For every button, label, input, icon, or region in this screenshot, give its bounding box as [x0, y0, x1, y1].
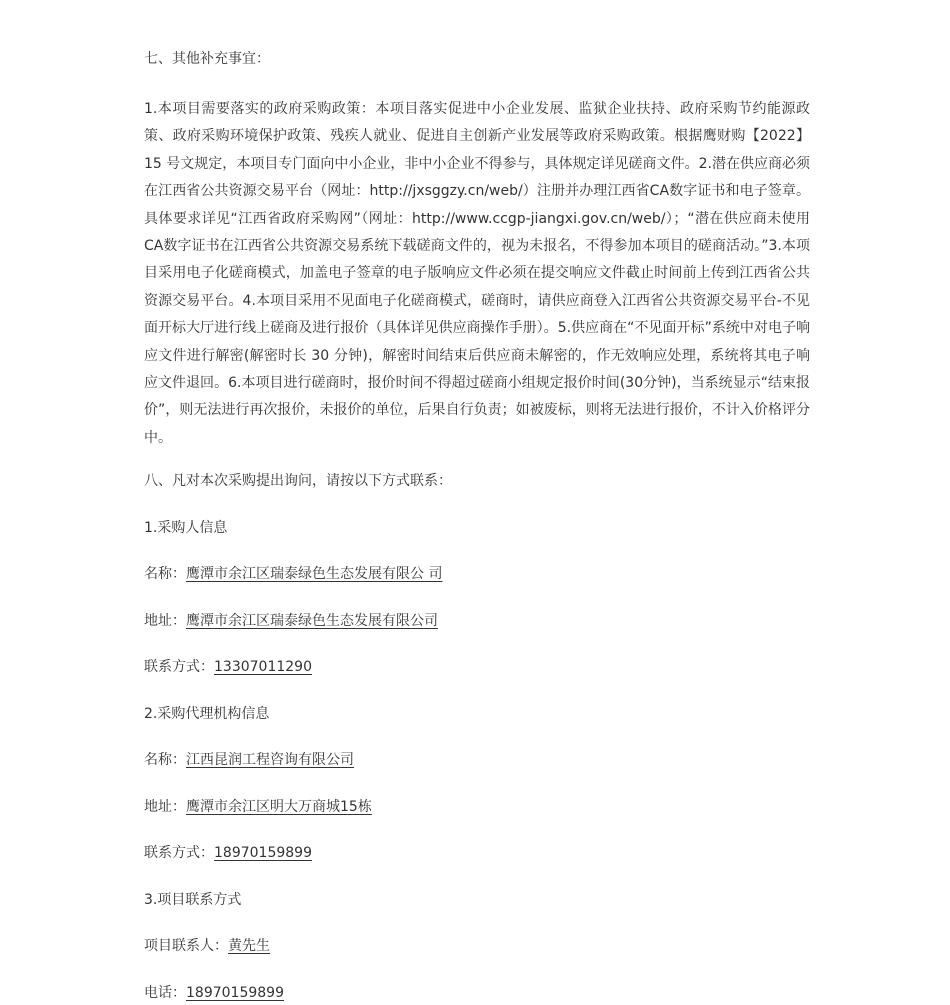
- project-phone-row: [144, 981, 810, 1005]
- purchaser-contact-label: 联系方式：: [144, 659, 214, 676]
- project-person-value: 黄先生: [228, 938, 270, 955]
- agency-address-label: 地址：: [144, 798, 186, 815]
- purchaser-contact-row: [144, 655, 810, 679]
- purchaser-contact-value: 13307011290: [214, 659, 312, 676]
- agency-contact-value: 18970159899: [214, 845, 312, 862]
- project-phone-value: 18970159899: [186, 984, 284, 1001]
- agency-address-value: 鹰潭市余江区明大万商城15栋: [186, 798, 372, 815]
- agency-contact-label: 联系方式：: [144, 845, 214, 862]
- purchaser-name-label: 名称：: [144, 566, 186, 583]
- purchaser-address-label: 地址：: [144, 612, 186, 629]
- purchaser-name-row: [144, 562, 810, 586]
- agency-address-row: [144, 795, 810, 819]
- agency-name-label: 名称：: [144, 752, 186, 769]
- agency-name-value: 江西昆润工程咨询有限公司: [186, 752, 354, 769]
- project-phone-label: 电话：: [144, 984, 186, 1001]
- agency-name-row: [144, 748, 810, 772]
- purchaser-info-title: 1.采购人信息: [144, 519, 228, 536]
- section-8-heading: 八、凡对本次采购提出询问，请按以下方式联系：: [144, 473, 452, 490]
- project-person-label: 项目联系人：: [144, 938, 228, 955]
- purchaser-name-value: 鹰潭市余江区瑞泰绿色生态发展有限公 司: [186, 566, 443, 583]
- section-7-heading: 七、其他补充事宜：: [144, 51, 270, 67]
- project-contact-title: 3.项目联系方式: [144, 891, 242, 908]
- announcement-content: [144, 47, 810, 1005]
- section-7-body: 1.本项目需要落实的政府采购政策：本项目落实促进中小企业发展、监狱企业扶持、政府采购节约能源政策、政府采购环境保护政策、残疾人就业、促进自主创新产业发展等政府采购政策。根据鹰财购【2022】15 号文规定，本项目专门面向中小企业，非中小企业不得参与，具体规定详见磋商文件。2.潜在供应商必须在江西省公共资源交易平台（网址：http://jxsggzy.cn/web/）注册并办理江西省CA数字证书和电子签章。具体要求详见“江西省政府采购网”（网址：http://www.ccgp-jiangxi.gov.cn/web/）；“潜在供应商未使用CA数字证书在江西省公共资源交易系统下载磋商文件的，视为未报名，不得参加本项目的磋商活动。”3.本项目采用电子化磋商模式，加盖电子签章的电子版响应文件必须在提交响应文件截止时间前上传到江西省公共资源交易平台。4.本项目采用不见面电子化磋商模式，磋商时，请供应商登入江西省公共资源交易平台-不见面开标大厅进行线上磋商及进行报价（具体详见供应商操作手册）。5.供应商在“不见面开标”系统中对电子响应文件进行解密(解密时长 30 分钟)，解密时间结束后供应商未解密的，作无效响应处理，系统将其电子响应文件退回。6.本项目进行磋商时，报价时间不得超过磋商小组规定报价时间(30分钟)，当系统显示“结束报价”，则无法进行再次报价，未报价的单位，后果自行负责；如被废标，则将无法进行报价，不计入价格评分中。: [144, 101, 810, 446]
- purchaser-address-row: [144, 609, 810, 633]
- agency-info-title: 2.采购代理机构信息: [144, 705, 270, 722]
- purchaser-address-value: 鹰潭市余江区瑞泰绿色生态发展有限公司: [186, 612, 438, 629]
- project-person-row: [144, 934, 810, 958]
- agency-contact-row: [144, 841, 810, 865]
